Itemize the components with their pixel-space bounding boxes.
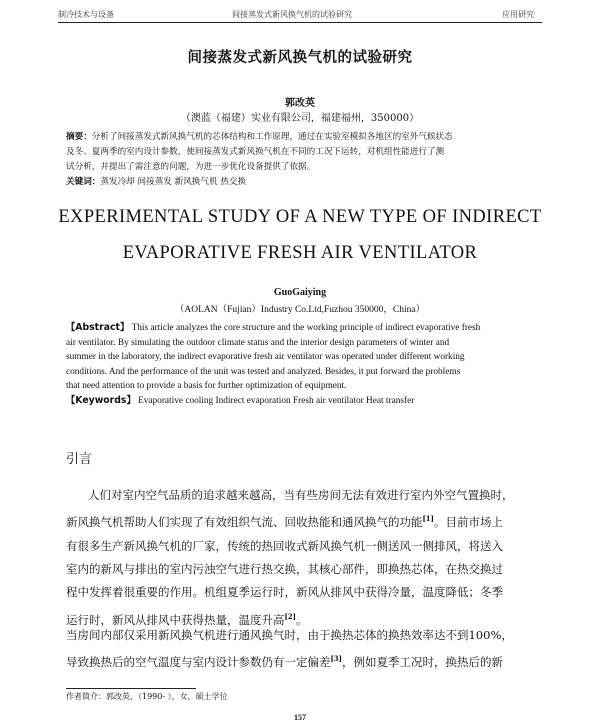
chinese-abstract-label: 摘要： [66,132,92,142]
page-number: 157 [294,713,306,722]
english-abstract-label: 【Abstract】 [66,322,130,333]
citation-ref: [3] [330,654,342,664]
english-abstract-line: This article analyzes the core structure and the working principle of indirect evaporative fresh [131,323,481,333]
author-footnote: 作者简介：郭改英，（1990- ），女，硕士学位 [66,692,228,701]
chinese-title: 间接蒸发式新风换气机的试验研究 [187,50,413,66]
english-keywords: Evaporative cooling Indirect evaporation Fresh air ventilator Heat transfer [138,395,415,406]
english-title-line-2: EVAPORATIVE FRESH AIR VENTILATOR [122,243,478,263]
body-paragraph-1 [66,484,544,632]
running-header-journal: 制冷技术与设备 [58,10,114,19]
english-abstract [66,321,542,409]
chinese-abstract-line: 及冬、夏两季的室内设计参数，使间接蒸发式新风换气机在不同的工况下运转，对机组性能进行了测 [66,147,445,157]
body-line: 运行时，新风从排风中获得热量，温度升高[2]。 [66,611,308,627]
body-line: 导致换热后的空气温度与室内设计参数仍有一定偏差[3]，例如夏季工况时，换热后的新 [66,654,503,670]
body-line: 室内的新风与排出的室内污浊空气进行热交换，其核心部件，即换热芯体，在热交换过 [66,562,503,577]
english-affiliation: （AOLAN（Fujian）Industry Co.Ltd,Fuzhou 350000，China） [174,305,426,315]
section-heading-introduction: 引言 [66,452,93,467]
chinese-abstract-line: 分析了间接蒸发式新风换气机的芯体结构和工作原理，通过在实验室模拟各地区的室外气候状态 [91,132,453,142]
english-abstract-line: air ventilator. By simulating the outdoor climate status and the interior design parameters of winter and [66,337,450,348]
english-keywords-label: 【Keywords】 [66,394,136,406]
english-title-line-1: EXPERIMENTAL STUDY OF A NEW TYPE OF INDIRECT [58,207,542,227]
header-rule [58,22,542,23]
chinese-keywords: 蒸发冷却 间接蒸发 新风换气机 热交换 [100,177,247,187]
running-header-title: 间接蒸发式新风换气机的试验研究 [232,10,352,19]
english-author: GuoGaiying [273,287,327,298]
citation-ref: [2] [284,611,296,621]
body-paragraph-2 [66,624,544,675]
body-line: 有很多生产新风换气机的厂家，传统的热回收式新风换气机一侧送风一侧排风，将送入 [66,538,503,553]
body-line: 人们对室内空气品质的追求越来越高，当有些房间无法有效进行室内外空气置换时， [88,488,514,502]
english-abstract-line: summer in the laboratory, the indirect evaporative fresh air ventilator was operated under different working [66,352,465,363]
body-line: 程中发挥着很重要的作用。机组夏季运行时，新风从排风中获得冷量，温度降低；冬季 [66,585,503,600]
body-line: 新风换气机帮助人们实现了有效组织气流、回收热能和通风换气的功能[1]。目前市场上 [66,514,503,530]
citation-ref: [1] [422,514,434,524]
footnote-rule [66,688,196,689]
chinese-affiliation: （澳蓝（福建）实业有限公司，福建福州，350000） [180,113,420,124]
chinese-abstract [66,130,540,190]
english-abstract-line: conditions. And the performance of the unit was tested and analyzed. Besides, it put forward the problems [66,366,461,377]
chinese-author: 郭改英 [285,98,315,109]
running-header-section: 应用研究 [502,10,534,19]
chinese-abstract-line: 试分析，并提出了需注意的问题，为进一步优化设备提供了依据。 [66,162,316,172]
body-line: 当房间内部仅采用新风换气机进行通风换气时，由于换热芯体的换热效率达不到100%， [66,628,513,642]
chinese-keywords-label: 关键词： [66,177,101,187]
english-abstract-line: that need attention to provide a basis for further optimization of equipment. [66,381,347,392]
